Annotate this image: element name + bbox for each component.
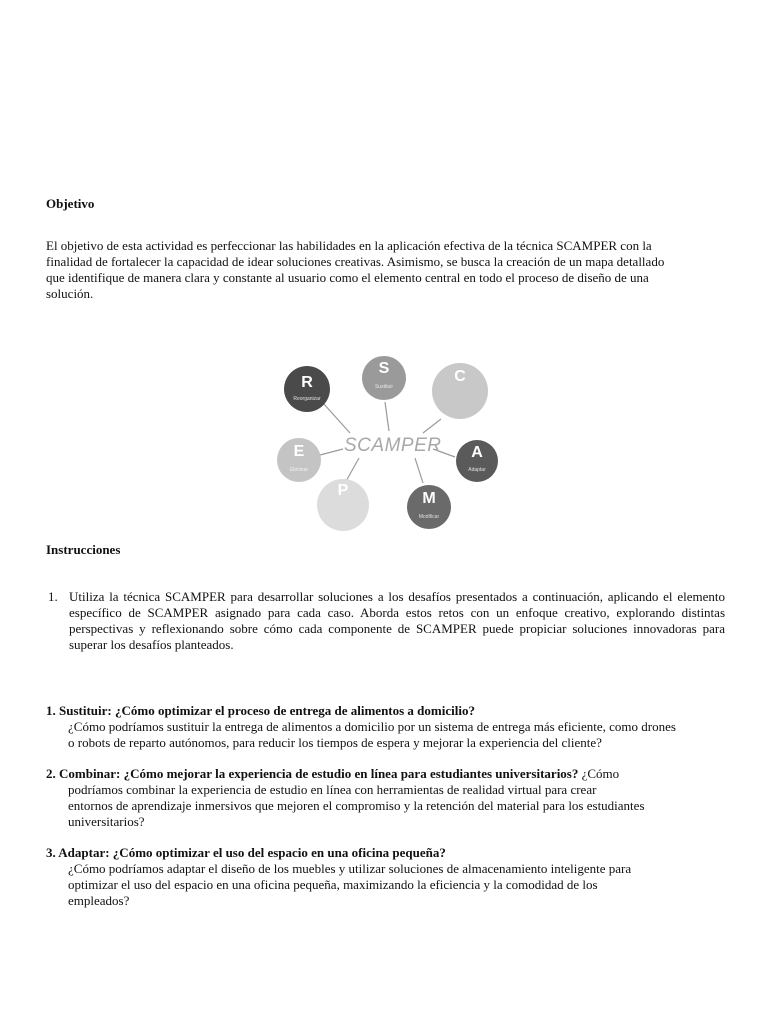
question-line: entornos de aprendizaje inmersivos que mejoren el compromiso y la retención del material para los estudiantes	[68, 798, 645, 813]
node-label: Modificar	[418, 514, 440, 520]
node-a	[456, 440, 498, 482]
node-e	[277, 438, 321, 482]
node-letter: R	[301, 374, 313, 391]
question-title: 3. Adaptar: ¿Cómo optimizar el uso del espacio en una oficina pequeña?	[46, 845, 446, 860]
connector-line	[415, 458, 423, 483]
node-letter: E	[293, 443, 305, 460]
question-line: ¿Cómo podríamos adaptar el diseño de los muebles y utilizar soluciones de almacenamiento inteligente para	[68, 861, 632, 876]
node-letter: M	[422, 490, 436, 507]
node-letter: A	[471, 444, 483, 461]
node-label: Adaptar	[468, 467, 486, 473]
question-line: universitarios?	[68, 814, 145, 829]
node-m	[407, 485, 451, 529]
question-title: 1. Sustituir: ¿Cómo optimizar el proceso de entrega de alimentos a domicilio?	[46, 703, 475, 718]
connector-line	[423, 419, 441, 433]
connector-line	[385, 402, 389, 431]
instruction-number: 1.	[48, 589, 58, 604]
connector-line	[323, 403, 350, 433]
objective-line: solución.	[46, 286, 94, 301]
objective-line: finalidad de fortalecer la capacidad de idear soluciones creativas. Asimismo, se busca la creación de un mapa detallado	[46, 254, 665, 269]
question-line: ¿Cómo podríamos sustituir la entrega de alimentos a domicilio por un sistema de entrega más eficiente, como drones	[68, 719, 676, 734]
node-s	[362, 356, 406, 400]
node-label: Sustituir	[374, 384, 394, 390]
node-c	[432, 363, 488, 419]
node-letter: P	[337, 482, 349, 499]
question-1	[46, 703, 676, 751]
node-r	[284, 366, 330, 412]
connector-line	[320, 449, 343, 455]
question-line: empleados?	[68, 893, 130, 908]
instruction-text: Utiliza la técnica SCAMPER para desarrollar soluciones a los desafíos presentados a continuación, aplicando el elemento específico de SCAMPER asignado para cada caso. Aborda estos retos con un enfoque creativo, explorando distintas perspectivas y reflexionando sobre cómo cada componente de SCAMPER puede propiciar soluciones innovadoras para superar los desafíos planteados.	[69, 589, 725, 652]
question-title: 2. Combinar: ¿Cómo mejorar la experiencia de estudio en línea para estudiantes universitarios?	[46, 766, 579, 781]
question-2	[46, 766, 645, 830]
node-label: Reorganizar	[293, 396, 321, 402]
objective-heading: Objetivo	[46, 196, 95, 211]
connector-line	[345, 458, 359, 483]
scamper-diagram	[265, 345, 515, 540]
node-letter: S	[378, 360, 390, 377]
objective-line: que identifique de manera clara y constante al usuario como el elemento central en todo el proceso de diseño de una	[46, 270, 649, 285]
question-line: optimizar el uso del espacio en una oficina pequeña, maximizando la eficiencia y la comodidad de los	[68, 877, 598, 892]
diagram-center-label: SCAMPER	[344, 435, 442, 456]
question-line: o robots de reparto autónomos, para reducir los tiempos de espera y mejorar la experiencia del cliente?	[68, 735, 602, 750]
question-3	[46, 845, 631, 909]
question-line: podríamos combinar la experiencia de estudio en línea con herramientas de realidad virtual para crear	[68, 782, 597, 797]
node-letter: C	[454, 368, 466, 385]
instructions-heading: Instrucciones	[46, 542, 121, 557]
node-label: Eliminar	[289, 467, 309, 473]
objective-line: El objetivo de esta actividad es perfeccionar las habilidades en la aplicación efectiva de la técnica SCAMPER con la	[46, 238, 652, 253]
node-p	[317, 479, 369, 531]
question-inline-text: ¿Cómo	[578, 766, 620, 781]
objective-paragraph	[46, 238, 706, 302]
